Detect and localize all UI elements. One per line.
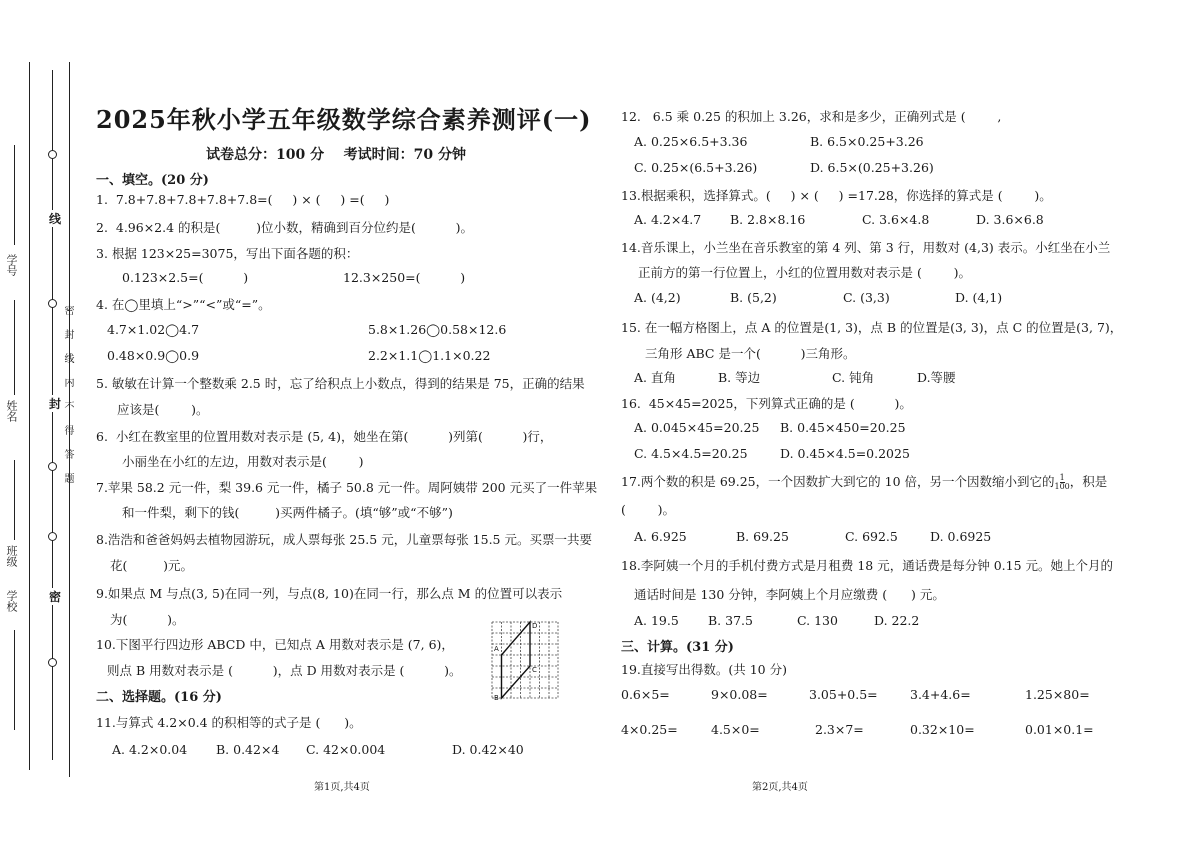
calc-item: 0.32×10=: [910, 722, 975, 737]
question-14-cont: 正前方的第一行位置上，小红的位置用数对表示是 ( )。: [638, 265, 972, 280]
calc-item: 9×0.08=: [711, 687, 768, 702]
question-15-cont: 三角形 ABC 是一个( )三角形。: [645, 346, 856, 361]
question-13-option-c: C. 3.6×4.8: [862, 212, 930, 227]
question-18: 18.李阿姨一个月的手机付费方式是月租费 18 元，通话费是每分钟 0.15 元。她上个月的: [621, 558, 1114, 573]
page-number-left: 第1页,共4页: [314, 782, 370, 793]
question-15-option-c: C. 钝角: [832, 370, 875, 385]
question-8-cont: 花( )元。: [110, 558, 194, 573]
question-15-option-b: B. 等边: [718, 370, 761, 385]
question-5-cont: 应该是( )。: [117, 402, 209, 417]
question-17-option-b: B. 69.25: [736, 529, 789, 544]
question-3: 3. 根据 123×25=3075，写出下面各题的积：: [96, 246, 359, 261]
field-line-name[interactable]: [14, 300, 15, 395]
question-16: 16. 45×45=2025，下列算式正确的是 ( )。: [621, 396, 912, 411]
question-18-option-a: A. 19.5: [634, 613, 679, 628]
binding-hole: [48, 299, 57, 308]
question-15: 15. 在一幅方格图上，点 A 的位置是(1, 3)，点 B 的位置是(3, 3)，点 C 的位置是(3, 7)，: [621, 320, 1123, 335]
question-16-option-a: A. 0.045×45=20.25: [634, 420, 760, 435]
field-label-class: 班级: [5, 545, 18, 567]
fraction-one-hundredth: [1055, 474, 1070, 491]
question-14-option-d: D. (4,1): [955, 290, 1003, 305]
question-19: 19.直接写出得数。(共 10 分): [621, 662, 787, 677]
question-9: 9.如果点 M 与点(3, 5)在同一列，与点(8, 10)在同一行，那么点 M 的位置可以表示: [96, 586, 563, 601]
vertex-label-d: D: [532, 622, 538, 630]
vertex-label-b: B: [494, 694, 499, 702]
question-18-cont: 通话时间是 130 分钟，李阿姨上个月应缴费 ( ) 元。: [634, 587, 945, 602]
parallelogram-grid-figure: [488, 618, 562, 702]
question-13: 13.根据乘积，选择算式。( ) × ( ) =17.28，你选择的算式是 ( )。: [621, 188, 1052, 203]
question-9-cont: 为( )。: [110, 612, 185, 627]
fraction-numerator: 1: [1059, 473, 1065, 482]
field-line-student-id[interactable]: [14, 145, 15, 245]
binding-hole: [48, 462, 57, 471]
question-3a: 0.123×2.5=( ): [122, 270, 249, 285]
question-1: 1. 7.8+7.8+7.8+7.8+7.8=( ) × ( ) =( ): [96, 192, 390, 207]
question-6-cont: 小丽坐在小红的左边，用数对表示是( ): [122, 454, 364, 469]
question-8: 8.浩浩和爸爸妈妈去植物园游玩，成人票每张 25.5 元，儿童票每张 15.5 元。买票一共要: [96, 532, 592, 547]
binding-hole: [48, 658, 57, 667]
question-17-option-c: C. 692.5: [845, 529, 898, 544]
question-17-text: 17.两个数的积是 69.25，一个因数扩大到它的 10 倍，另一个因数缩小到它的: [621, 474, 1055, 489]
question-16-option-c: C. 4.5×4.5=20.25: [634, 446, 748, 461]
question-7: 7.苹果 58.2 元一件，梨 39.6 元一件，橘子 50.8 元一件。周阿姨带 200 元买了一件苹果: [96, 480, 598, 495]
question-13-option-d: D. 3.6×6.8: [976, 212, 1044, 227]
calc-item: 4.5×0=: [711, 722, 760, 737]
field-label-school: 学校: [5, 590, 18, 612]
question-2: 2. 4.96×2.4 的积是( )位小数，精确到百分位约是( )。: [96, 220, 474, 235]
vertex-label-a: A: [494, 645, 499, 653]
question-7-cont: 和一件梨，剩下的钱( )买两件橘子。(填“够”或“不够”): [122, 505, 453, 520]
question-14: 14.音乐课上，小兰坐在音乐教室的第 4 列、第 3 行，用数对 (4,3) 表示。小红坐在小兰: [621, 240, 1111, 255]
question-17: [621, 472, 1107, 491]
question-10-cont: 则点 B 用数对表示是 ( )，点 D 用数对表示是 ( )。: [107, 663, 462, 678]
question-14-option-c: C. (3,3): [843, 290, 890, 305]
binding-cut-line: [52, 70, 53, 760]
question-17-cont: ( )。: [621, 502, 676, 517]
question-12-option-d: D. 6.5×(0.25+3.26): [810, 160, 934, 175]
binding-hole: [48, 150, 57, 159]
question-5: 5. 敏敏在计算一个整数乘 2.5 时，忘了给积点上小数点，得到的结果是 75，正确的结果: [96, 376, 585, 391]
question-3b: 12.3×250=( ): [343, 270, 466, 285]
fraction-denominator: 100: [1054, 482, 1070, 491]
binding-outer-line: [29, 62, 30, 770]
question-18-option-d: D. 22.2: [874, 613, 920, 628]
question-12: 12. 6.5 乘 0.25 的积加上 3.26，求和是多少，正确列式是 ( ,: [621, 109, 1002, 124]
calc-item: 0.01×0.1=: [1025, 722, 1094, 737]
question-6: 6. 小红在教室里的位置用数对表示是 (5, 4)，她坐在第( )列第( )行，: [96, 429, 553, 444]
calc-item: 4×0.25=: [621, 722, 678, 737]
field-label-student-id: 学号: [5, 254, 18, 276]
question-17-option-d: D. 0.6925: [930, 529, 992, 544]
question-12-option-a: A. 0.25×6.5+3.36: [634, 134, 748, 149]
question-10: 10.下图平行四边形 ABCD 中，已知点 A 用数对表示是 (7, 6)，: [96, 637, 454, 652]
calc-item: 1.25×80=: [1025, 687, 1090, 702]
calc-item: 0.6×5=: [621, 687, 670, 702]
section-calculation: 三、计算。(31 分): [621, 640, 734, 655]
question-12-option-b: B. 6.5×0.25+3.26: [810, 134, 924, 149]
question-4b: 5.8×1.26◯0.58×12.6: [368, 322, 507, 337]
question-18-option-b: B. 37.5: [708, 613, 753, 628]
question-16-option-b: B. 0.45×450=20.25: [780, 420, 906, 435]
question-4d: 2.2×1.1◯1.1×0.22: [368, 348, 491, 363]
exam-subtitle: 试卷总分：100 分 考试时间：70 分钟: [206, 147, 466, 163]
question-11-option-d: D. 0.42×40: [452, 742, 524, 757]
question-11-option-b: B. 0.42×4: [216, 742, 280, 757]
calc-item: 2.3×7=: [815, 722, 864, 737]
seal-char-line: 线: [49, 212, 62, 226]
section-fill-blank: 一、填空。(20 分): [96, 173, 209, 188]
section-multiple-choice: 二、选择题。(16 分): [96, 690, 222, 705]
question-16-option-d: D. 0.45×4.5=0.2025: [780, 446, 910, 461]
question-4c: 0.48×0.9◯0.9: [107, 348, 200, 363]
question-11-option-c: C. 42×0.004: [306, 742, 386, 757]
page-number-right: 第2页,共4页: [752, 782, 808, 793]
binding-hole: [48, 532, 57, 541]
question-14-option-a: A. (4,2): [634, 290, 681, 305]
question-15-option-a: A. 直角: [634, 370, 676, 385]
calc-item: 3.4+4.6=: [910, 687, 971, 702]
parallelogram-abcd: [502, 622, 531, 698]
field-label-name: 姓名: [5, 400, 18, 422]
question-14-option-b: B. (5,2): [730, 290, 777, 305]
field-line-school[interactable]: [14, 630, 15, 730]
field-line-class[interactable]: [14, 460, 15, 540]
question-17-option-a: A. 6.925: [634, 529, 687, 544]
question-15-option-d: D.等腰: [917, 370, 956, 385]
vertex-label-c: C: [532, 666, 537, 674]
question-4a: 4.7×1.02◯4.7: [107, 322, 200, 337]
binding-warning: 密封线内不得答题: [62, 305, 73, 497]
question-18-option-c: C. 130: [797, 613, 838, 628]
question-13-option-a: A. 4.2×4.7: [634, 212, 702, 227]
question-12-option-c: C. 0.25×(6.5+3.26): [634, 160, 758, 175]
question-4: 4. 在◯里填上“>”“<”或“=”。: [96, 297, 271, 312]
question-13-option-b: B. 2.8×8.16: [730, 212, 806, 227]
calc-item: 3.05+0.5=: [809, 687, 878, 702]
seal-char-secret: 密: [49, 590, 62, 604]
seal-char-seal: 封: [49, 397, 62, 411]
question-17-text-end: ，积是: [1069, 474, 1108, 489]
page-title: 2025年秋小学五年级数学综合素养测评(一): [96, 105, 592, 134]
question-11-option-a: A. 4.2×0.04: [112, 742, 188, 757]
question-11: 11.与算式 4.2×0.4 的积相等的式子是 ( )。: [96, 715, 362, 730]
